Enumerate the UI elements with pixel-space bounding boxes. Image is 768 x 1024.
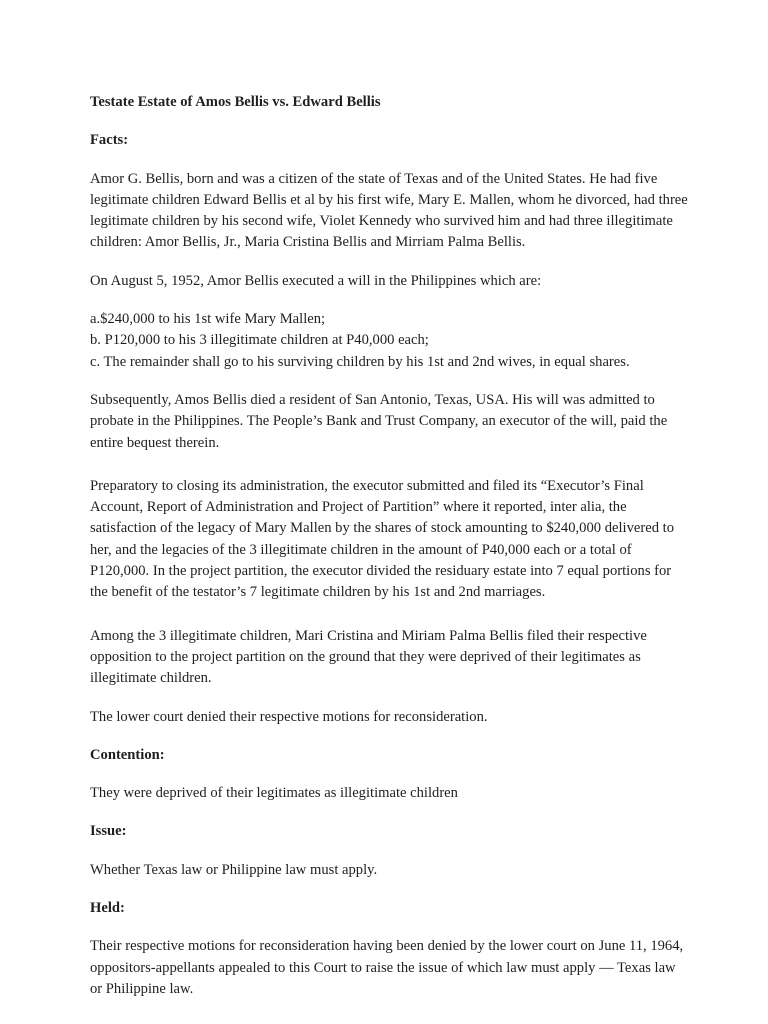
facts-paragraph-2: On August 5, 1952, Amor Bellis executed a will in the Philippines which are: [90,272,542,289]
will-provisions-list [90,309,690,373]
facts-paragraph-3: Subsequently, Amos Bellis died a resident of San Antonio, Texas, USA. His will was admitted to probate in the Philippines. The People’s Bank and Trust Company, an executor of the will, paid the entire bequest therein. [90,391,668,451]
contention-heading: Contention: [90,746,165,763]
held-text: Their respective motions for reconsideration having been denied by the lower court on June 11, 1964, oppositors-appellants appealed to this Court to raise the issue of which law must apply — Texas law or Philippine law. [90,938,684,997]
will-item-c: c. The remainder shall go to his surviving children by his 1st and 2nd wives, in equal shares. [90,353,630,370]
contention-text: They were deprived of their legitimates as illegitimate children [90,785,458,802]
will-item-a: a.$240,000 to his 1st wife Mary Mallen; [90,311,326,328]
document-title: Testate Estate of Amos Bellis vs. Edward Bellis [90,94,381,110]
facts-paragraph-5: Among the 3 illegitimate children, Mari Cristina and Miriam Palma Bellis filed their respective opposition to the project partition on the ground that they were deprived of their legitimates as illegitimate children. [90,627,647,687]
held-heading: Held: [90,900,125,917]
facts-heading: Facts: [90,132,129,149]
facts-paragraph-1: Amor G. Bellis, born and was a citizen of the state of Texas and of the United States. He had five legitimate children Edward Bellis et al by his first wife, Mary E. Mallen, whom he divorced, had three legitimate children by his second wife, Violet Kennedy who survived him and had three illegitimate children: Amor Bellis, Jr., Maria Cristina Bellis and Mirriam Palma Bellis. [90,170,688,251]
facts-paragraph-4: Preparatory to closing its administration, the executor submitted and filed its “Executor’s Final Account, Report of Administration and Project of Partition” where it reported, inter alia, the satisfaction of the legacy of Mary Mallen by the shares of stock amounting to $240,000 delivered to her, and the legacies of the 3 illegitimate children in the amount of P40,000 each or a total of P120,000. In the project partition, the executor divided the residuary estate into 7 equal portions for the benefit of the testator’s 7 legitimate children by his 1st and 2nd marriages. [90,477,675,601]
facts-paragraph-6: The lower court denied their respective motions for reconsideration. [90,708,488,725]
will-item-b: b. P120,000 to his 3 illegitimate children at P40,000 each; [90,332,429,349]
issue-text: Whether Texas law or Philippine law must apply. [90,861,378,878]
issue-heading: Issue: [90,823,127,840]
document-page [90,92,690,1000]
